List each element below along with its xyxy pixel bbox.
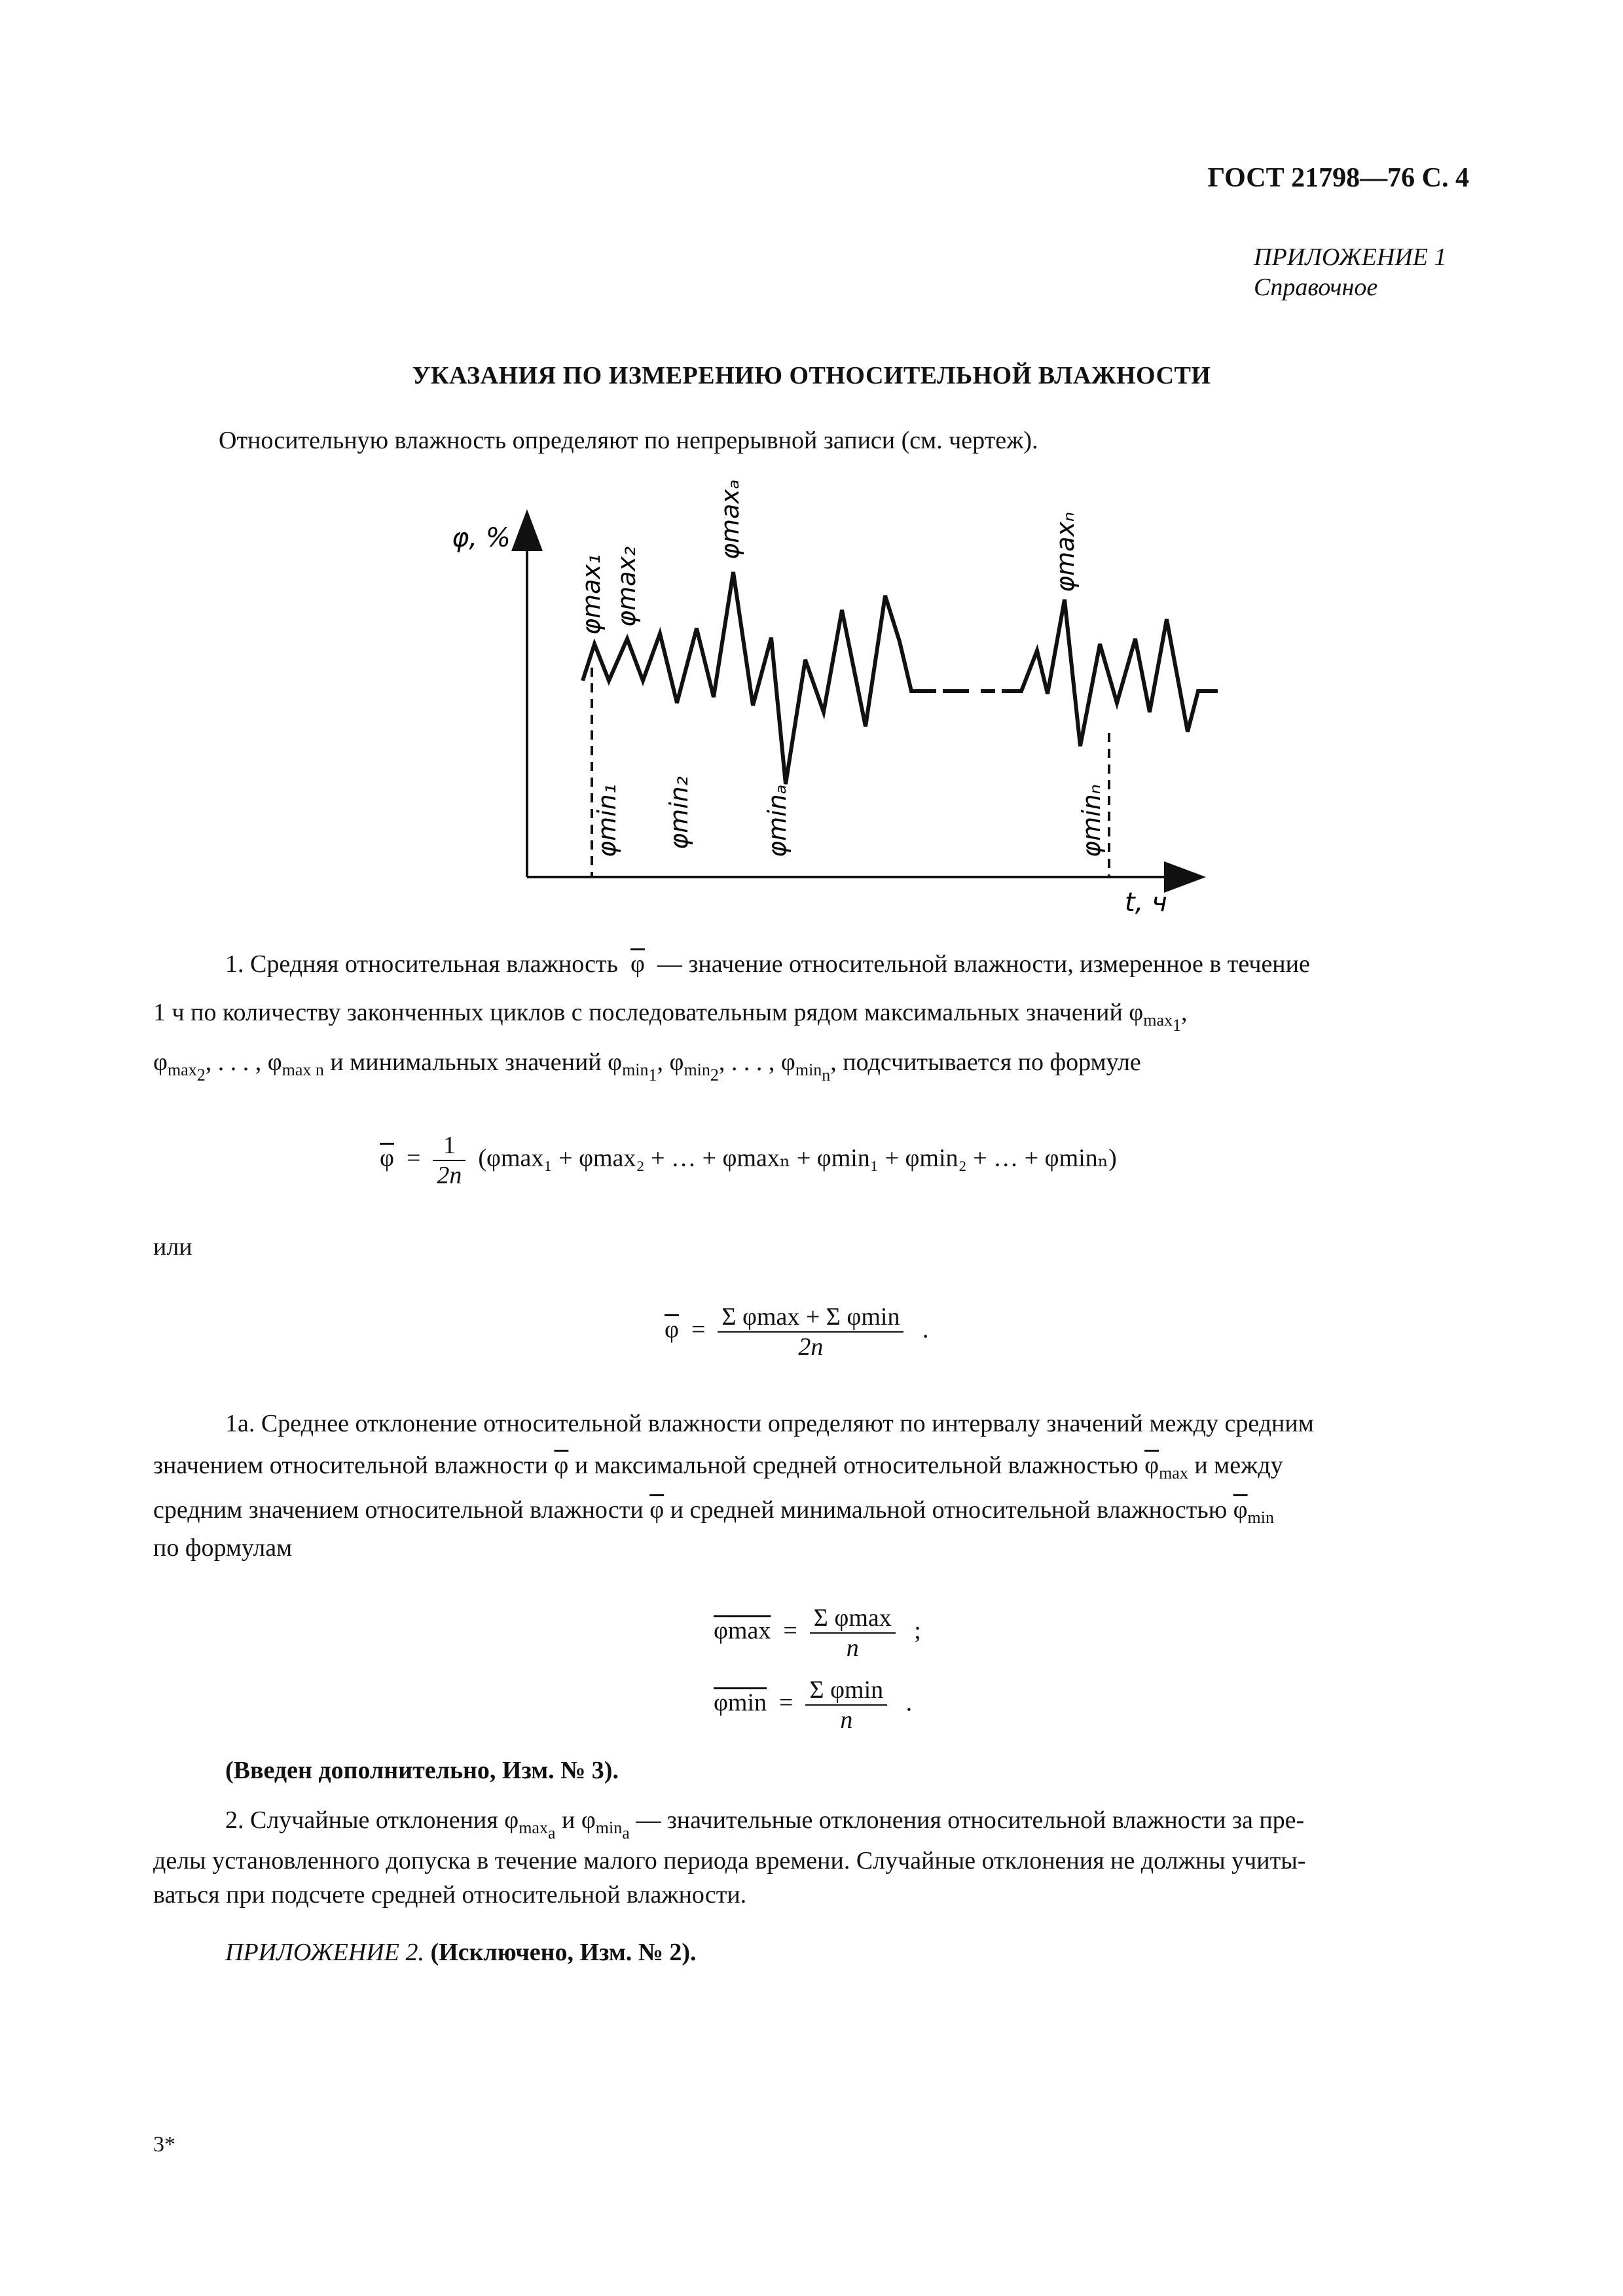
p1-line1: 1. Средняя относительная влажность xyxy=(225,950,618,978)
p1-line1b: — значение относительной влажности, измеренное в течение xyxy=(657,950,1310,978)
formula-mean-sum: $\overline{\varphi}$ = $\frac{\text{Σ φmax + Σ φmin}}{2n}$ . xyxy=(665,1303,929,1361)
phi-mean-symbol: $\overline{\varphi}$ xyxy=(630,950,645,978)
formula1-lhs: $\overline{\varphi}$ xyxy=(380,1144,394,1172)
appendix-2-note: (Исключено, Изм. № 2). xyxy=(430,1939,697,1966)
formula2-fraction: $\frac{\text{Σ φmax + Σ φmin}}{2n}$ xyxy=(718,1302,903,1361)
appendix-type: Справочное xyxy=(1254,274,1378,301)
formula1-fraction: $\frac{1}{2n}$ xyxy=(433,1131,465,1190)
paragraph-1a-line1: 1а. Среднее отклонение относительной влажности определяют по интервалу значений между средним xyxy=(225,1410,1314,1437)
max-label-a: φmaxₐ xyxy=(716,479,744,560)
amendment-note: (Введен дополнительно, Изм. № 3). xyxy=(225,1757,619,1784)
paragraph-1a-line3: средним значением относительной влажности $\overline{\varphi}$ и средней минимальной относительной влажностью $\overline{\varphi}_{min}$ xyxy=(153,1496,1274,1527)
appendix-2-line xyxy=(153,1936,1469,1969)
formula2-lhs: $\overline{\varphi}$ xyxy=(665,1316,679,1344)
paragraph-1a-line4: по формулам xyxy=(153,1534,293,1562)
paragraph-1-line2: 1 ч по количеству законченных циклов с последовательным рядом максимальных значений $\varphi_{max_1}$, xyxy=(153,999,1188,1035)
or-word: или xyxy=(153,1233,192,1261)
humidity-curve-part2 xyxy=(1002,600,1218,746)
x-axis-label: t, ч xyxy=(1125,888,1167,918)
formula-mean-max: φmax = $\frac{\text{Σ φmax}}{n}$ ; xyxy=(714,1604,921,1662)
paragraph-1a-line2: значением относительной влажности $\overline{\varphi}$ и максимальной средней относительной влажностью $\overline{\varphi}_{max}$ и между xyxy=(153,1452,1283,1482)
document-number: ГОСТ 21798—76 С. 4 xyxy=(1207,163,1469,193)
min-label-a: φminₐ xyxy=(763,784,792,857)
appendix-block xyxy=(1254,242,1446,302)
paragraph-1-line3: $\varphi_{max_2}$, . . . , $\varphi_{max n}$ и минимальных значений $\varphi_{min_1}$, $\varphi_{min_2}$, . . . , $\varphi_{min_n}$, подсчитывается по формуле xyxy=(153,1049,1141,1085)
p1-line3a: и минимальных значений xyxy=(330,1049,602,1076)
formula-mean-min: φmin = $\frac{\text{Σ φmin}}{n}$ . xyxy=(714,1676,913,1734)
page-mark: 3* xyxy=(153,2132,175,2157)
formula1-body: φmax₁ + φmax₂ + … + φmaxₙ + φmin₁ + φmin₂ + … + φminₙ xyxy=(486,1144,1109,1172)
appendix-2-label: ПРИЛОЖЕНИЕ 2. xyxy=(225,1939,424,1966)
max-label-2: φmax₂ xyxy=(612,546,641,627)
p1-line3b: подсчитывается по формуле xyxy=(843,1049,1141,1076)
y-axis-label: φ, % xyxy=(452,523,511,553)
appendix-label: ПРИЛОЖЕНИЕ 1 xyxy=(1254,243,1447,271)
min-label-n: φminₙ xyxy=(1077,784,1106,857)
max-label-1: φmax₁ xyxy=(577,554,606,635)
min-label-1: φmin₁ xyxy=(593,784,621,857)
intro-paragraph: Относительную влажность определяют по непрерывной записи (см. чертеж). xyxy=(219,427,1038,454)
paragraph-1 xyxy=(153,948,1469,980)
formula-mean-expanded: $\overline{\varphi}$ = $\frac{1}{2n}$ (φmax₁ + φmax₂ + … + φmaxₙ + φmin₁ + φmin₂ + … + φminₙ) xyxy=(380,1132,1117,1189)
humidity-chart xyxy=(419,471,1218,929)
section-title: УКАЗАНИЯ ПО ИЗМЕРЕНИЮ ОТНОСИТЕЛЬНОЙ ВЛАЖНОСТИ xyxy=(412,362,1211,389)
max-label-n: φmaxₙ xyxy=(1051,511,1080,592)
paragraph-2-line1: 2. Случайные отклонения $\varphi_{max_a}$ и $\varphi_{min_a}$ — значительные отклонения относительной влажности за пре- xyxy=(225,1806,1305,1842)
paragraph-2-line2: делы установленного допуска в течение малого периода времени. Случайные отклонения не должны учиты- xyxy=(153,1847,1306,1874)
p1-line2: 1 ч по количеству законченных циклов с последовательным рядом максимальных значений xyxy=(153,999,1123,1026)
min-label-2: φmin₂ xyxy=(665,776,693,850)
paragraph-2-line3: ваться при подсчете средней относительной влажности. xyxy=(153,1881,747,1909)
